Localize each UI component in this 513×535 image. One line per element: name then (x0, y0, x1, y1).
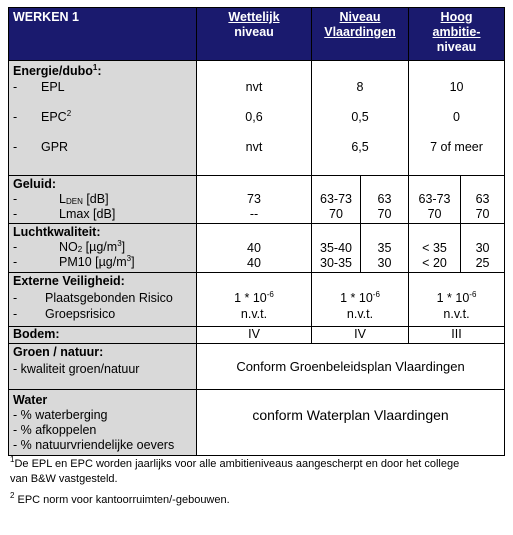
footnote-1: $^1$De EPL en EPC worden jaarlijks voor alle ambitieniveaus aangescherpt en door het college (10, 455, 460, 470)
energie-label-gpr: GPR (41, 140, 69, 154)
section-veiligheid: Externe Veiligheid: - Plaatsgebonden Risico - Groepsrisico (9, 273, 197, 327)
section-water: Water - % waterberging - % afkoppelen - % natuurvriendelijke oevers (9, 390, 197, 456)
energie-label-epc: EPC (41, 110, 67, 124)
footnote-2: $^2$ EPC norm voor kantoorruimten/-gebouwen. (10, 491, 230, 506)
water-item: - % afkoppelen (13, 423, 97, 437)
section-groen: Groen / natuur: - kwaliteit groen/natuur (9, 344, 197, 390)
bodem-hoog: III (409, 327, 505, 344)
energie-vlaardingen: 8 0,5 6,5 (312, 61, 409, 176)
geluid-vlaardingen-b: 63 70 (361, 176, 409, 224)
water-item: - % waterberging (13, 408, 108, 422)
lucht-vlaardingen-b: 35 30 (361, 224, 409, 273)
section-bodem: Bodem: (9, 327, 197, 344)
groen-value: Conform Groenbeleidsplan Vlaardingen (197, 344, 505, 390)
energie-wettelijk: nvt 0,6 nvt (197, 61, 312, 176)
geluid-hoog-a: 63-73 70 (409, 176, 461, 224)
energie-label-epl: EPL (41, 80, 65, 94)
lucht-vlaardingen-a: 35-40 30-35 (312, 224, 361, 273)
lucht-hoog-a: < 35 < 20 (409, 224, 461, 273)
bodem-vlaardingen: IV (312, 327, 409, 344)
energie-hoog: 10 0 7 of meer (409, 61, 505, 176)
water-item: - % natuurvriendelijke oevers (13, 438, 175, 452)
footnote-1-cont: van B&W vastgesteld. (10, 473, 118, 485)
header-vlaardingen: Niveau Vlaardingen (312, 8, 409, 61)
lucht-hoog-b: 30 25 (461, 224, 505, 273)
veiligheid-wettelijk: $1 * 10^{-6}$ n.v.t. (197, 273, 312, 327)
bodem-wettelijk: IV (197, 327, 312, 344)
geluid-vlaardingen-a: 63-73 70 (312, 176, 361, 224)
header-wettelijk: Wettelijk niveau (197, 8, 312, 61)
geluid-hoog-b: 63 70 (461, 176, 505, 224)
veiligheid-vlaardingen: $1 * 10^{-6}$ n.v.t. (312, 273, 409, 327)
section-geluid: Geluid: - $L_{DEN}$ [dB] - Lmax [dB] (9, 176, 197, 224)
veiligheid-hoog: $1 * 10^{-6}$ n.v.t. (409, 273, 505, 327)
footnotes (8, 457, 504, 508)
section-energie: Energie/dubo$^1$: - EPL - EPC$^2$ - GPR (9, 61, 197, 176)
section-lucht: Luchtkwaliteit: - $NO_2$ $[\mu g/m^3]$ - PM10 $[\mu g/m^3]$ (9, 224, 197, 273)
document (8, 7, 504, 508)
lucht-wettelijk: 40 40 (197, 224, 312, 273)
requirements-table (8, 7, 505, 456)
water-value: conform Waterplan Vlaardingen (197, 390, 505, 456)
header-hoog: Hoog ambitie- niveau (409, 8, 505, 61)
geluid-wettelijk: 73 -- (197, 176, 312, 224)
table-title: WERKEN 1 (9, 8, 197, 61)
